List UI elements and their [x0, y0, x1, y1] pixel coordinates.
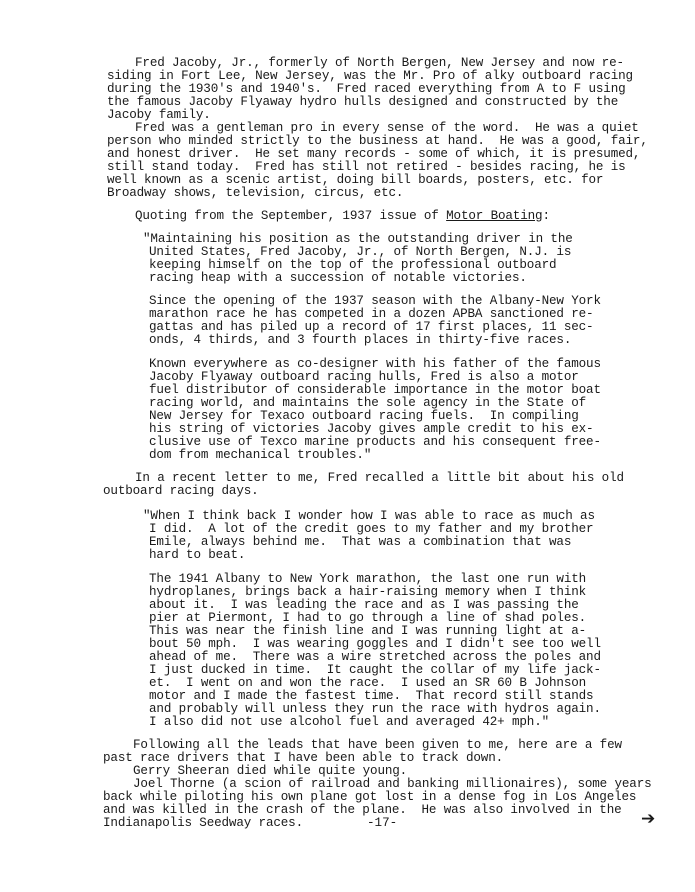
- magazine-quote-line: his string of victories Jacoby gives ample credit to his ex-: [149, 422, 594, 436]
- closing-p3-line: and was killed in the crash of the plane. He was also involved in the: [103, 803, 622, 817]
- quoting-suffix: :: [542, 209, 550, 223]
- intro-p2-line: well known as a scenic artist, doing bill boards, posters, etc. for: [107, 173, 604, 187]
- letter-intro-line: outboard racing days.: [103, 484, 259, 498]
- closing-p1-line: past race drivers that I have been able to track down.: [103, 751, 504, 765]
- magazine-quote-line: New Jersey for Texaco outboard racing fuels. In compiling: [149, 409, 579, 423]
- letter-quote-line: et. I went on and won the race. I used an SR 60 B Johnson: [149, 676, 587, 690]
- magazine-quote-line: keeping himself on the top of the professional outboard: [149, 258, 557, 272]
- letter-quote-line: "When I think back I wonder how I was able to race as much as: [143, 509, 595, 523]
- letter-quote-line: hard to beat.: [149, 548, 246, 562]
- magazine-quote-line: dom from mechanical troubles.": [149, 448, 372, 462]
- intro-p1-line: the famous Jacoby Flyaway hydro hulls designed and constructed by the: [107, 95, 619, 109]
- intro-p2-line: person who minded strictly to the business at hand. He was a good, fair,: [107, 134, 648, 148]
- letter-quote-line: motor and I made the fastest time. That record still stands: [149, 689, 594, 703]
- intro-p2-line: and honest driver. He set many records - some of which, it is presumed,: [107, 147, 641, 161]
- magazine-quote-line: fuel distributor of considerable importance in the motor boat: [149, 383, 601, 397]
- letter-quote-line: and probably will unless they run the race with hydros again.: [149, 702, 601, 716]
- closing-p3-line: Joel Thorne (a scion of railroad and banking millionaires), some years: [133, 777, 652, 791]
- letter-quote-line: The 1941 Albany to New York marathon, the last one run with: [149, 572, 587, 586]
- magazine-quote-line: Known everywhere as co-designer with his father of the famous: [149, 357, 601, 371]
- letter-quote-line: I also did not use alcohol fuel and averaged 42+ mph.": [149, 715, 550, 729]
- intro-p1-line: siding in Fort Lee, New Jersey, was the Mr. Pro of alky outboard racing: [107, 69, 633, 83]
- letter-quote-line: I did. A lot of the credit goes to my father and my brother: [149, 522, 594, 536]
- page-number: -17-: [367, 816, 398, 830]
- closing-p1-line: Following all the leads that have been given to me, here are a few: [133, 738, 622, 752]
- intro-p1-line: Jacoby family.: [107, 108, 211, 122]
- letter-quote-line: Emile, always behind me. That was a combination that was: [149, 535, 572, 549]
- closing-p2-line: Gerry Sheeran died while quite young.: [133, 764, 408, 778]
- magazine-quote-line: Jacoby Flyaway outboard racing hulls, Fred is also a motor: [149, 370, 579, 384]
- intro-p2-line: still stand today. Fred has still not retired - besides racing, he is: [107, 160, 626, 174]
- magazine-quote-line: racing world, and maintains the sole agency in the State of: [149, 396, 587, 410]
- magazine-quote-line: clusive use of Texco marine products and his consequent free-: [149, 435, 601, 449]
- quoting-line: [135, 210, 550, 223]
- magazine-quote-line: onds, 4 thirds, and 3 fourth places in thirty-five races.: [149, 333, 572, 347]
- closing-p3-line: Indianapolis Seedway races.: [103, 816, 304, 830]
- magazine-quote-line: marathon race he has competed in a dozen APBA sanctioned re-: [149, 307, 594, 321]
- letter-quote-line: ahead of me. There was a wire stretched across the poles and: [149, 650, 601, 664]
- publication-title: Motor Boating: [446, 209, 543, 223]
- intro-p1-line: during the 1930's and 1940's. Fred raced everything from A to F using: [107, 82, 626, 96]
- continue-arrow-icon: ➔: [641, 809, 656, 829]
- magazine-quote-line: gattas and has piled up a record of 17 first places, 11 sec-: [149, 320, 594, 334]
- magazine-quote-line: "Maintaining his position as the outstanding driver in the: [143, 232, 573, 246]
- letter-intro-line: In a recent letter to me, Fred recalled a little bit about his old: [135, 471, 624, 485]
- magazine-quote-line: United States, Fred Jacoby, Jr., of North Bergen, N.J. is: [149, 245, 572, 259]
- intro-p1-line: Fred Jacoby, Jr., formerly of North Bergen, New Jersey and now re-: [135, 56, 624, 70]
- intro-p2-line: Broadway shows, television, circus, etc.: [107, 186, 404, 200]
- letter-quote-line: I just ducked in time. It caught the collar of my life jack-: [149, 663, 601, 677]
- letter-quote-line: bout 50 mph. I was wearing goggles and I didn't see too well: [149, 637, 601, 651]
- magazine-quote-line: Since the opening of the 1937 season with the Albany-New York: [149, 294, 601, 308]
- intro-p2-line: Fred was a gentleman pro in every sense of the word. He was a quiet: [135, 121, 639, 135]
- closing-p3-line: back while piloting his own plane got lost in a dense fog in Los Angeles: [103, 790, 637, 804]
- letter-quote-line: about it. I was leading the race and as I was passing the: [149, 598, 579, 612]
- magazine-quote-line: racing heap with a succession of notable victories.: [149, 271, 527, 285]
- letter-quote-line: hydroplanes, brings back a hair-raising memory when I think: [149, 585, 587, 599]
- letter-quote-line: pier at Piermont, I had to go through a line of shad poles.: [149, 611, 587, 625]
- letter-quote-line: This was near the finish line and I was running light at a-: [149, 624, 587, 638]
- quoting-prefix: Quoting from the September, 1937 issue of: [135, 209, 447, 223]
